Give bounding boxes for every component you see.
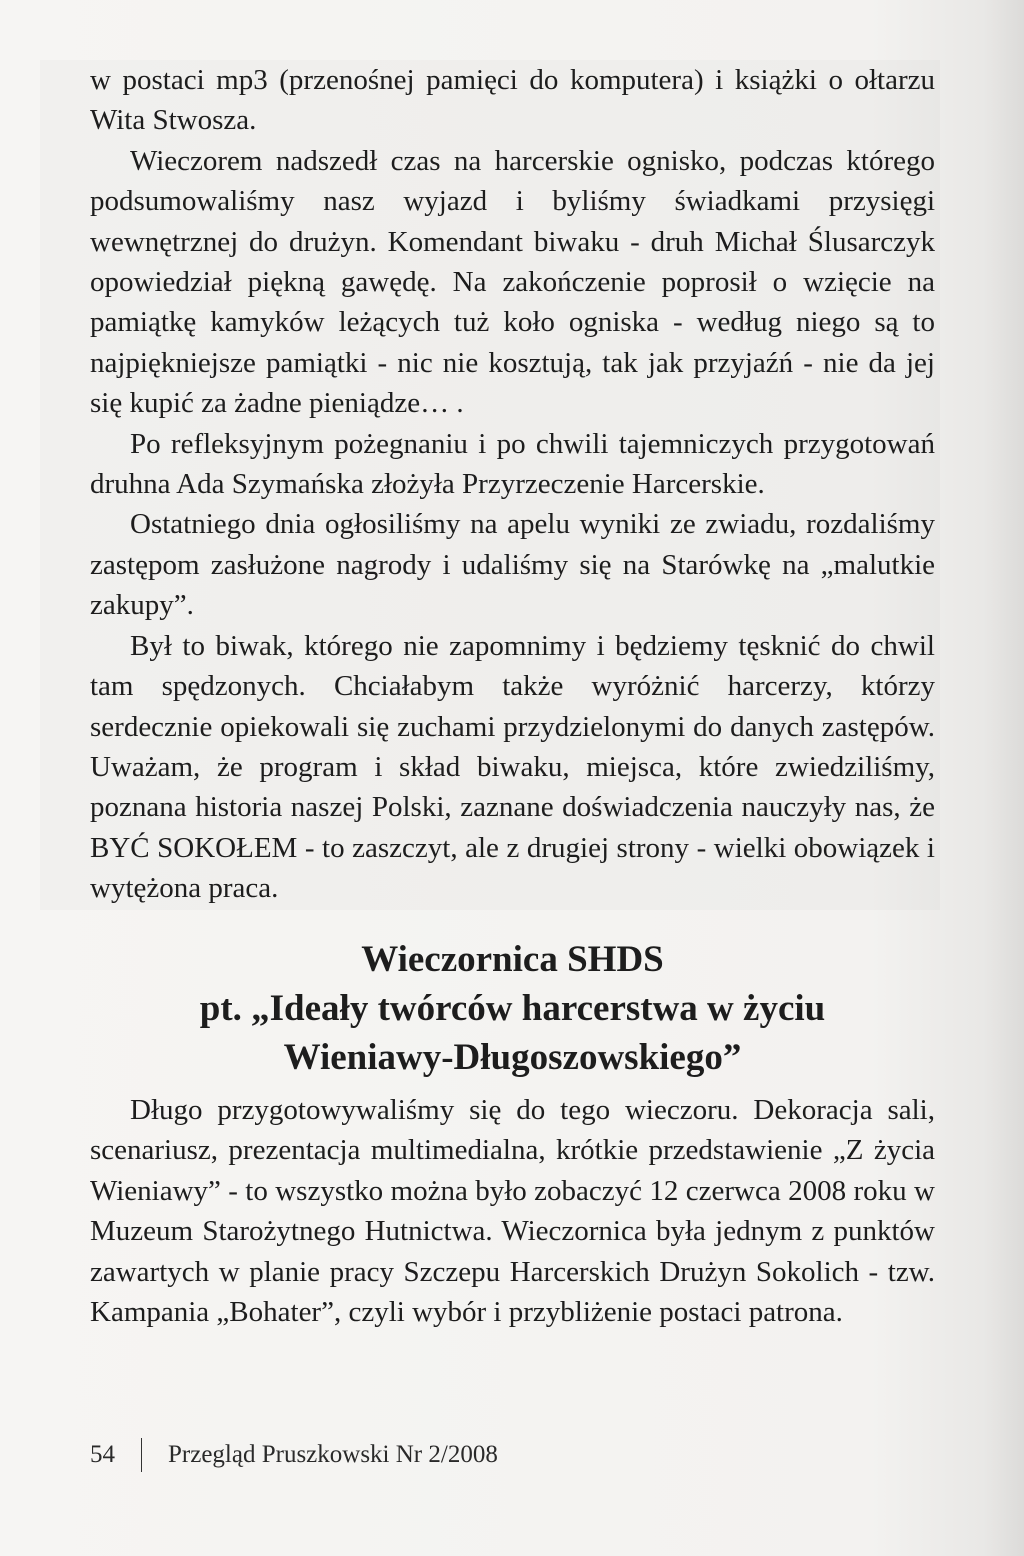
page-footer (90, 1438, 498, 1472)
footer-divider (141, 1438, 142, 1472)
section-heading (90, 935, 935, 1082)
publication-title: Przegląd Pruszkowski Nr 2/2008 (168, 1441, 498, 1468)
article-body-bottom (90, 1090, 935, 1332)
paragraph-campfire: Wieczorem nadszedł czas na harcerskie ognisko, podczas którego podsumowaliśmy nasz wyjazd i byliśmy świadkami przysięgi wewnętrznej do drużyn. Komendant biwaku - druh Michał Ślusarczyk opowiedział piękną gawędę. Na zakończenie poprosił o wzięcie na pamiątkę kamyków leżących tuż koło ogniska - według niego są to najpiękniejsze pamiątki - nic nie kosztują, tak jak przyjaźń - nie da jej się kupić za żadne pieniądze… . (90, 144, 935, 420)
heading-line-2: pt. „Ideały twórców harcerstwa w życiu (199, 988, 826, 1029)
heading-line-3: Wieniawy-Długoszowskiego” (283, 1037, 742, 1078)
paragraph-wieczornica: Długo przygotowywaliśmy się do tego wieczoru. Dekoracja sali, scenariusz, prezentacja multimedialna, krótkie przedstawienie „Z życia Wieniawy” - to wszystko można było zobaczyć 12 czerwca 2008 roku w Muzeum Starożytnego Hutnictwa. Wieczornica była jednym z punktów zawartych w planie pracy Szczepu Harcerskich Drużyn Sokolich - tzw. Kampania „Bohater”, czyli wybór i przybliżenie postaci patrona. (90, 1094, 935, 1329)
article-body-top (90, 60, 935, 909)
paragraph-summary: Był to biwak, którego nie zapomnimy i będziemy tęsknić do chwil tam spędzonych. Chciałabym także wyróżnić harcerzy, którzy serdecznie opiekowali się zuchami przydzielonymi do danych zastępów. Uważam, że program i skład biwaku, miejsca, które zwiedziliśmy, poznana historia naszej Polski, zaznane doświadczenia nauczyły nas, że BYĆ SOKOŁEM - to zaszczyt, ale z drugiej strony - wielki obowiązek i wytężona praca. (90, 629, 935, 905)
paragraph-last-day: Ostatniego dnia ogłosiliśmy na apelu wyniki ze zwiadu, rozdaliśmy zastępom zasłużone nagrody i udaliśmy się na Starówkę na „malutkie zakupy”. (90, 508, 935, 622)
page-number: 54 (90, 1441, 115, 1468)
paragraph-continuation: w postaci mp3 (przenośnej pamięci do komputera) i książki o ołtarzu Wita Stwosza. (90, 64, 935, 137)
heading-line-1: Wieczornica SHDS (361, 939, 664, 980)
paragraph-promise: Po refleksyjnym pożegnaniu i po chwili tajemniczych przygotowań druhna Ada Szymańska złożyła Przyrzeczenie Harcerskie. (90, 427, 935, 501)
